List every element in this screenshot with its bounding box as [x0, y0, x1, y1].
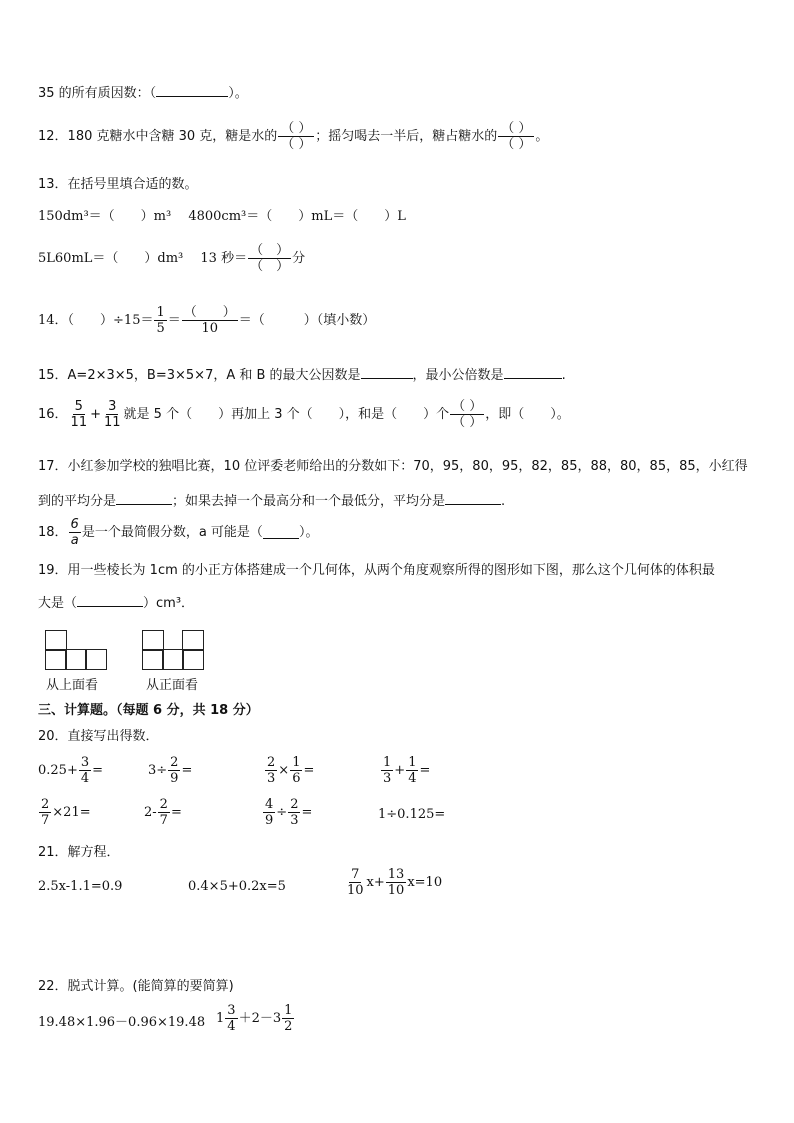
q13-title: 13．在括号里填合适的数。 [38, 177, 198, 192]
q12-end: 。 [535, 129, 549, 144]
equation-3: $\frac{7}{10}$ x+ $\frac{13}{10}$ x=10 [347, 867, 443, 898]
q16-plus: + [90, 407, 101, 422]
q20-title: 20．直接写出得数． [38, 729, 159, 744]
fraction: $\frac{2}{7}$ [41, 797, 50, 828]
fraction: $\frac{3}{4}$ [80, 755, 90, 786]
fraction: $\frac{1}{3}$ [383, 755, 392, 786]
q22-title: 22．脱式计算。(能简算的要简算) [38, 979, 234, 994]
answer-blank[interactable] [263, 526, 299, 539]
q17-line1: 17．小红参加学校的独唱比赛，10 位评委老师给出的分数如下：70，95，80，95，82，85，88，80，85，85，小红得 [38, 459, 748, 474]
q16-fraction-1: $\frac{5}{11}$ [70, 399, 88, 430]
q14-line [38, 306, 375, 335]
q19-line2 [38, 594, 194, 610]
q20-item: 3÷ $\frac{2}{9}$ = [148, 755, 193, 786]
q18-line [38, 518, 318, 547]
q19-end: ）cm³． [143, 596, 195, 611]
fraction: $\frac{4}{9}$ [265, 797, 274, 828]
q13-unit: 分 [292, 251, 306, 266]
q17-text-2: ；如果去掉一个最高分和一个最低分，平均分是 [172, 494, 446, 509]
q15-line [38, 366, 566, 382]
q14-text-2: ＝（ ）（填小数） [238, 313, 376, 328]
fraction: $\frac{7}{10}$ [347, 867, 364, 898]
q14-equals: ＝ [167, 313, 181, 328]
q15-text: 15．A=2×3×5，B=3×5×7，A 和 B 的最大公因数是 [38, 368, 361, 383]
q15-end: . [561, 368, 566, 383]
equation-2: 0.4×5+0.2x=5 [188, 879, 286, 894]
q16-number: 16． [38, 407, 68, 422]
q11-end: ）。 [228, 86, 248, 101]
q17-line2 [38, 492, 505, 508]
q20-item: 2- $\frac{2}{7}$ = [144, 797, 182, 828]
q18-number: 18． [38, 525, 68, 540]
fraction: $\frac{2}{9}$ [170, 755, 179, 786]
fraction: $\frac{2}{3}$ [290, 797, 299, 828]
q13-line1: 150dm³＝（ ）m³ 4800cm³＝（ ）mL＝（ ）L [38, 209, 406, 224]
answer-blank[interactable] [504, 366, 562, 379]
q20-item: 0.25+ $\frac{3}{4}$ = [38, 755, 104, 786]
q14-fraction-1: $\frac{1}{5}$ [156, 305, 165, 336]
answer-blank[interactable] [116, 492, 172, 505]
q20-item: $\frac{1}{3}$ + $\frac{1}{4}$ = [383, 755, 431, 786]
q11-line [38, 84, 248, 100]
q16-fraction-2: $\frac{3}{11}$ [104, 399, 121, 430]
section-heading: 三、计算题。（每题 6 分，共 18 分） [38, 703, 259, 718]
q18-end: ）。 [298, 525, 319, 540]
q18-fraction: $\frac{6}{a}$ [70, 517, 79, 548]
q17-text: 到的平均分是 [38, 494, 117, 509]
q11-text: 35 的所有质因数：（ [38, 86, 157, 101]
q13-line2 [38, 244, 305, 273]
q13-line2-text: 5L60mL＝（ ）dm³ 13 秒＝ [38, 251, 248, 266]
q19-text: 大是（ [38, 596, 78, 611]
fraction: $\frac{3}{4}$ [227, 1003, 236, 1034]
answer-blank[interactable] [445, 492, 501, 505]
q14-fraction-2[interactable]: $\frac{( )}{10}$ [183, 305, 236, 336]
fraction: $\frac{1}{4}$ [408, 755, 417, 786]
fraction: $\frac{2}{3}$ [267, 755, 276, 786]
q20-item: $\frac{2}{3}$ × $\frac{1}{6}$ = [267, 755, 315, 786]
q13-fraction-blank[interactable]: $\frac{( )}{( )}$ [250, 243, 290, 274]
q16-fraction-blank[interactable]: $\frac{( )}{( )}$ [452, 399, 483, 430]
q21-title: 21．解方程． [38, 845, 120, 860]
q12-text: 12．180 克糖水中含糖 30 克，糖是水的 [38, 129, 278, 144]
fraction: $\frac{2}{7}$ [159, 797, 168, 828]
expression-2: 1 $\frac{3}{4}$ ＋2－3 $\frac{1}{2}$ [216, 1003, 293, 1034]
fraction: $\frac{13}{10}$ [387, 867, 405, 898]
expression-1: 19.48×1.96－0.96×19.48 [38, 1015, 206, 1030]
q20-item: 1÷0.125= [378, 807, 446, 822]
top-view-caption: 从上面看 [46, 678, 99, 693]
q17-end: . [501, 494, 506, 509]
fraction: $\frac{1}{6}$ [292, 755, 301, 786]
q15-text-2: ，最小公倍数是 [412, 368, 504, 383]
q12-fraction-blank-2[interactable]: $\frac{( )}{( )}$ [498, 122, 534, 151]
equation-1: 2.5x-1.1=0.9 [38, 879, 123, 894]
q14-text: 14．（ ）÷15＝ [38, 313, 154, 328]
front-view-caption: 从正面看 [146, 678, 199, 693]
q12-text-2: ；摇匀喝去一半后，糖占糖水的 [315, 129, 498, 144]
fraction: $\frac{1}{2}$ [284, 1003, 293, 1034]
q16-end: ，即（ ）。 [485, 407, 570, 422]
q20-item: $\frac{2}{7}$ ×21= [41, 797, 91, 828]
q12-line [38, 122, 548, 151]
q19-line1: 19．用一些棱长为 1cm 的小正方体搭建成一个几何体，从两个角度观察所得的图形如下图，那么这个几何体的体积最 [38, 563, 715, 578]
q16-text: 就是 5 个（ ）再加上 3 个（ ），和是（ ）个 [123, 407, 450, 422]
q16-line [38, 400, 570, 429]
answer-blank[interactable] [77, 594, 143, 607]
q12-fraction-blank-1[interactable]: $\frac{( )}{( )}$ [278, 122, 314, 151]
answer-blank[interactable] [156, 84, 228, 97]
q20-item: $\frac{4}{9}$ ÷ $\frac{2}{3}$ = [265, 797, 313, 828]
q18-text: 是一个最简假分数，a 可能是（ [81, 525, 263, 540]
answer-blank[interactable] [361, 366, 413, 379]
